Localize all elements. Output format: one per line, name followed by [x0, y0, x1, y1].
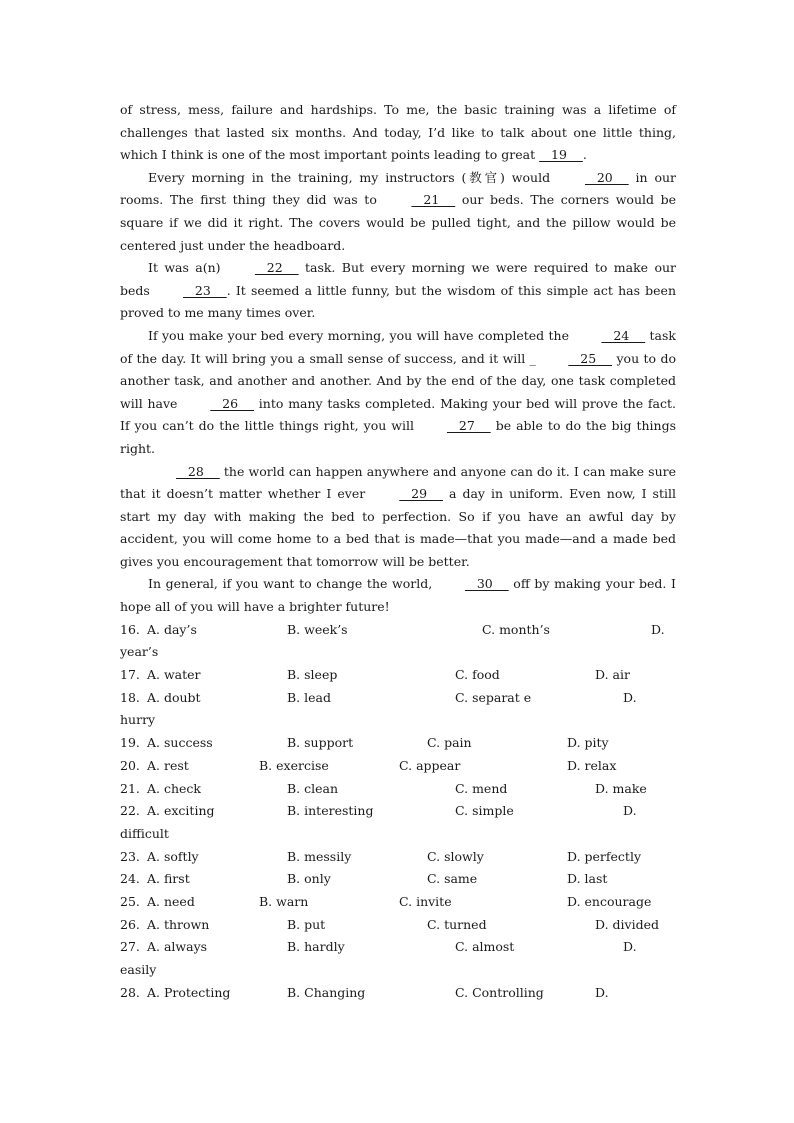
question-row — [120, 914, 676, 937]
option-c: C. almost — [455, 939, 515, 955]
option-b: B. lead — [287, 689, 331, 705]
passage-text: Every morning in the training, my instructors (教官) would — [148, 169, 557, 185]
question-row — [120, 846, 676, 869]
question-number: 27. — [120, 939, 140, 955]
option-d: D. encourage — [567, 893, 652, 909]
option-d-continued: hurry — [120, 712, 156, 728]
passage-text: of stress, mess, failure and hardships. To me, the basic training was a lifetime of challenges that lasted six months. And today, I’d like to talk about one little thing, which I think is one of the most important points leading to great — [120, 102, 676, 163]
option-c: C. mend — [455, 780, 508, 796]
passage-paragraph — [120, 167, 676, 257]
question-row — [120, 800, 676, 845]
option-d: D. — [623, 939, 637, 955]
passage-text: It was a(n) — [148, 260, 227, 276]
passage-text: task of the day. It will bring you a small sense of success, and it will _ — [120, 327, 676, 366]
question-number: 20. — [120, 757, 140, 773]
answer-blank: 24 — [601, 327, 646, 343]
option-a: A. success — [147, 735, 213, 751]
option-a: A. rest — [147, 757, 189, 773]
option-c: C. month’s — [482, 621, 550, 637]
passage-text: a day in uniform. Even now, I still start my day with making the bed to perfection. So if you have an awful day by accident, you will come home to a bed that is made—that you made—and a made bed gives you encouragement that tomorrow will be better. — [120, 486, 676, 569]
question-row — [120, 868, 676, 891]
option-a: A. water — [147, 667, 201, 683]
option-a: A. always — [147, 939, 208, 955]
question-row — [120, 755, 676, 778]
option-d-continued: year’s — [120, 644, 159, 660]
question-number: 22. — [120, 803, 140, 819]
option-c: C. slowly — [427, 848, 484, 864]
answer-blank: 22 — [254, 260, 299, 276]
question-number: 21. — [120, 780, 140, 796]
option-a: A. softly — [147, 848, 199, 864]
question-row — [120, 936, 676, 981]
question-row — [120, 619, 676, 664]
passage-paragraph — [120, 325, 676, 461]
option-d: D. pity — [567, 735, 609, 751]
passage-text: in our rooms. The first thing they did was to — [120, 169, 676, 208]
passage-text: you to do another task, and another and another. And by the end of the day, one task completed will have — [120, 350, 676, 411]
passage-text: . — [582, 147, 587, 163]
option-a: A. Protecting — [147, 984, 231, 1000]
question-row — [120, 687, 676, 732]
option-a: A. need — [147, 893, 195, 909]
answer-blank: 25 — [568, 350, 613, 366]
option-d: D. last — [567, 871, 608, 887]
option-b: B. interesting — [287, 803, 374, 819]
answer-blank: 26 — [210, 395, 254, 411]
option-a: A. day’s — [147, 621, 197, 637]
passage-text: In general, if you want to change the world, — [148, 576, 437, 592]
question-number: 16. — [120, 621, 140, 637]
question-number: 23. — [120, 848, 140, 864]
cloze-passage — [120, 99, 676, 619]
question-row — [120, 732, 676, 755]
option-a: A. thrown — [147, 916, 210, 932]
question-number: 25. — [120, 893, 140, 909]
option-a: A. doubt — [147, 689, 201, 705]
passage-text: If you make your bed every morning, you will have completed the — [148, 327, 574, 343]
option-b: B. sleep — [287, 667, 338, 683]
question-row — [120, 891, 676, 914]
option-b: B. exercise — [259, 757, 329, 773]
option-c: C. invite — [399, 893, 452, 909]
worksheet-page — [120, 99, 676, 1004]
option-d: D. make — [595, 780, 647, 796]
option-a: A. check — [147, 780, 201, 796]
option-c: C. turned — [427, 916, 487, 932]
option-b: B. put — [287, 916, 326, 932]
passage-paragraph — [120, 257, 676, 325]
answer-blank: 27 — [446, 418, 491, 434]
option-c: C. pain — [427, 735, 472, 751]
question-number: 17. — [120, 667, 140, 683]
question-row — [120, 664, 676, 687]
answer-blank: 19 — [539, 147, 583, 163]
option-d: D. — [623, 803, 637, 819]
question-row — [120, 778, 676, 801]
answer-blank: 30 — [464, 576, 509, 592]
option-c: C. separat e — [455, 689, 532, 705]
passage-paragraph — [120, 573, 676, 618]
option-d: D. — [623, 689, 637, 705]
passage-paragraph — [120, 461, 676, 574]
option-d-continued: easily — [120, 962, 157, 978]
option-c: C. simple — [455, 803, 514, 819]
option-d: D. — [595, 984, 609, 1000]
option-a: A. first — [147, 871, 190, 887]
question-number: 18. — [120, 689, 140, 705]
passage-text: into many tasks completed. Making your bed will prove the fact. If you can’t do the little things right, you will — [120, 395, 676, 434]
option-d: D. — [651, 621, 665, 637]
question-row — [120, 982, 676, 1005]
answer-blank: 23 — [182, 282, 227, 298]
option-d: D. relax — [567, 757, 617, 773]
option-b: B. week’s — [287, 621, 348, 637]
option-b: B. warn — [259, 893, 309, 909]
question-number: 24. — [120, 871, 140, 887]
option-d: D. divided — [595, 916, 659, 932]
answer-blank: 29 — [399, 486, 443, 502]
option-c: C. same — [427, 871, 478, 887]
answer-blank: 20 — [584, 169, 629, 185]
question-list — [120, 619, 676, 1005]
option-b: B. Changing — [287, 984, 366, 1000]
passage-text: task. But every morning we were required to make our beds — [120, 260, 676, 298]
question-number: 19. — [120, 735, 140, 751]
answer-blank: 28 — [176, 463, 220, 479]
passage-text: . It seemed a little funny, but the wisdom of this simple act has been proved to me many times over. — [120, 282, 676, 321]
passage-text: off by making your bed. I hope all of you will have a brighter future! — [120, 576, 676, 615]
option-b: B. only — [287, 871, 331, 887]
passage-text: be able to do the big things right. — [120, 418, 676, 456]
passage-text: the world can happen anywhere and anyone can do it. I can make sure that it doesn’t matter whether I ever — [120, 463, 676, 502]
option-d: D. perfectly — [567, 848, 642, 864]
option-b: B. hardly — [287, 939, 345, 955]
option-c: C. food — [455, 667, 500, 683]
option-b: B. support — [287, 735, 354, 751]
option-d: D. air — [595, 667, 630, 683]
option-a: A. exciting — [147, 803, 215, 819]
question-number: 28. — [120, 984, 140, 1000]
option-d-continued: difficult — [120, 825, 169, 841]
passage-text: our beds. The corners would be square if we did it right. The covers would be pulled tight, and the pillow would be centered just under the headboard. — [120, 192, 677, 253]
option-c: C. appear — [399, 757, 461, 773]
answer-blank: 21 — [411, 192, 456, 208]
option-b: B. clean — [287, 780, 339, 796]
passage-paragraph — [120, 99, 676, 167]
option-c: C. Controlling — [455, 984, 544, 1000]
option-b: B. messily — [287, 848, 352, 864]
question-number: 26. — [120, 916, 140, 932]
